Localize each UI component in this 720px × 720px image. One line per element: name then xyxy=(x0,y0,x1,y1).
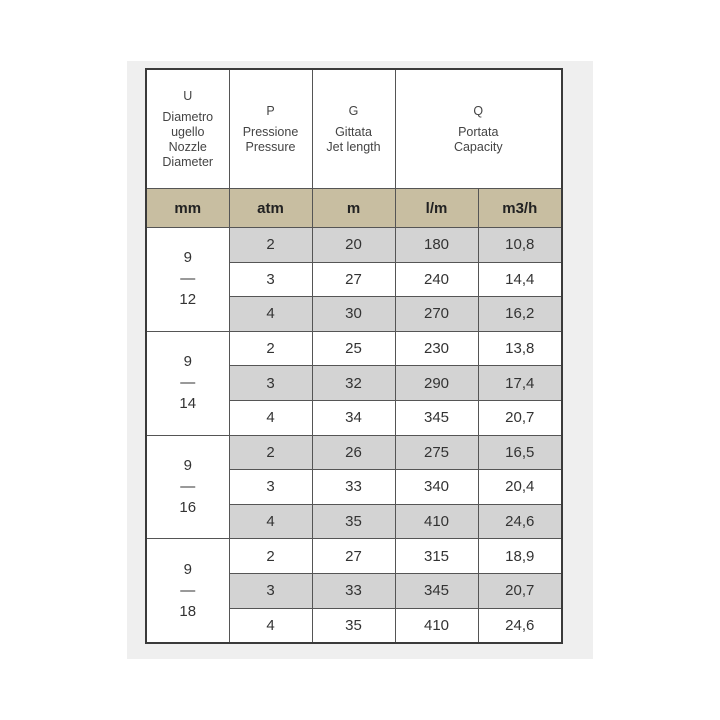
jet-length-cell: 32 xyxy=(312,366,395,401)
capacity-m3h-cell: 16,5 xyxy=(478,435,562,470)
pressure-cell: 3 xyxy=(229,573,312,608)
units-row xyxy=(146,189,562,228)
header-u-line: Diameter xyxy=(162,154,214,169)
nozzle-size-bottom: 16 xyxy=(179,498,197,516)
pressure-cell: 2 xyxy=(229,435,312,470)
jet-length-cell: 35 xyxy=(312,504,395,539)
table-row xyxy=(146,539,562,574)
jet-length-cell: 27 xyxy=(312,539,395,574)
unit-m3h: m3/h xyxy=(478,189,562,228)
nozzle-size-top: 9 xyxy=(183,353,192,371)
header-capacity xyxy=(395,69,562,189)
nozzle-size-bottom: 18 xyxy=(179,602,197,620)
nozzle-size-bottom: 12 xyxy=(179,291,197,309)
header-g-line: Jet length xyxy=(326,139,381,154)
pressure-cell: 3 xyxy=(229,262,312,297)
capacity-m3h-cell: 18,9 xyxy=(478,539,562,574)
nozzle-size-bottom: 14 xyxy=(179,395,197,413)
capacity-m3h-cell: 20,4 xyxy=(478,470,562,505)
pressure-cell: 2 xyxy=(229,539,312,574)
capacity-m3h-cell: 10,8 xyxy=(478,228,562,263)
pressure-cell: 2 xyxy=(229,228,312,263)
pressure-cell: 3 xyxy=(229,470,312,505)
header-row xyxy=(146,69,562,189)
table-row xyxy=(146,331,562,366)
capacity-lm-cell: 240 xyxy=(395,262,478,297)
capacity-m3h-cell: 24,6 xyxy=(478,504,562,539)
jet-length-cell: 33 xyxy=(312,573,395,608)
jet-length-cell: 20 xyxy=(312,228,395,263)
nozzle-size-separator: — xyxy=(180,477,196,495)
header-u-letter: U xyxy=(183,88,193,103)
unit-m: m xyxy=(312,189,395,228)
jet-length-cell: 35 xyxy=(312,608,395,643)
header-q-line: Capacity xyxy=(453,139,503,154)
capacity-lm-cell: 345 xyxy=(395,400,478,435)
nozzle-size-top: 9 xyxy=(183,249,192,267)
capacity-lm-cell: 180 xyxy=(395,228,478,263)
nozzle-size-cell xyxy=(146,331,229,435)
capacity-lm-cell: 410 xyxy=(395,504,478,539)
capacity-m3h-cell: 20,7 xyxy=(478,400,562,435)
jet-length-cell: 33 xyxy=(312,470,395,505)
header-u-line: Nozzle xyxy=(168,139,207,154)
pressure-cell: 3 xyxy=(229,366,312,401)
nozzle-size-separator: — xyxy=(180,581,196,599)
jet-length-cell: 27 xyxy=(312,262,395,297)
pressure-cell: 4 xyxy=(229,504,312,539)
capacity-m3h-cell: 20,7 xyxy=(478,573,562,608)
nozzle-size-separator: — xyxy=(180,374,196,392)
header-q-line: Portata xyxy=(458,124,499,139)
header-pressure xyxy=(229,69,312,189)
capacity-lm-cell: 290 xyxy=(395,366,478,401)
table-row xyxy=(146,435,562,470)
unit-mm: mm xyxy=(146,189,229,228)
pressure-cell: 2 xyxy=(229,331,312,366)
header-jet-length xyxy=(312,69,395,189)
nozzle-size-cell xyxy=(146,539,229,643)
jet-length-cell: 25 xyxy=(312,331,395,366)
capacity-m3h-cell: 14,4 xyxy=(478,262,562,297)
capacity-lm-cell: 340 xyxy=(395,470,478,505)
capacity-lm-cell: 275 xyxy=(395,435,478,470)
header-u-line: Diametro xyxy=(162,109,214,124)
pressure-cell: 4 xyxy=(229,608,312,643)
capacity-lm-cell: 410 xyxy=(395,608,478,643)
header-p-line: Pressure xyxy=(245,139,296,154)
jet-length-cell: 26 xyxy=(312,435,395,470)
capacity-m3h-cell: 17,4 xyxy=(478,366,562,401)
capacity-lm-cell: 270 xyxy=(395,297,478,332)
nozzle-size-cell xyxy=(146,435,229,539)
capacity-lm-cell: 345 xyxy=(395,573,478,608)
header-g-letter: G xyxy=(348,103,359,118)
capacity-m3h-cell: 24,6 xyxy=(478,608,562,643)
pressure-cell: 4 xyxy=(229,400,312,435)
jet-length-cell: 34 xyxy=(312,400,395,435)
unit-lm: l/m xyxy=(395,189,478,228)
capacity-m3h-cell: 13,8 xyxy=(478,331,562,366)
nozzle-size-separator: — xyxy=(180,270,196,288)
nozzle-size-cell xyxy=(146,228,229,332)
jet-length-cell: 30 xyxy=(312,297,395,332)
capacity-m3h-cell: 16,2 xyxy=(478,297,562,332)
header-p-line: Pressione xyxy=(242,124,299,139)
nozzle-size-top: 9 xyxy=(183,456,192,474)
pressure-cell: 4 xyxy=(229,297,312,332)
header-p-letter: P xyxy=(266,103,275,118)
unit-atm: atm xyxy=(229,189,312,228)
header-nozzle-diameter xyxy=(146,69,229,189)
capacity-lm-cell: 315 xyxy=(395,539,478,574)
nozzle-size-top: 9 xyxy=(183,560,192,578)
nozzle-spec-table xyxy=(145,68,563,644)
capacity-lm-cell: 230 xyxy=(395,331,478,366)
header-g-line: Gittata xyxy=(335,124,372,139)
header-q-letter: Q xyxy=(473,103,484,118)
header-u-line: ugello xyxy=(171,124,205,139)
table-row xyxy=(146,228,562,263)
